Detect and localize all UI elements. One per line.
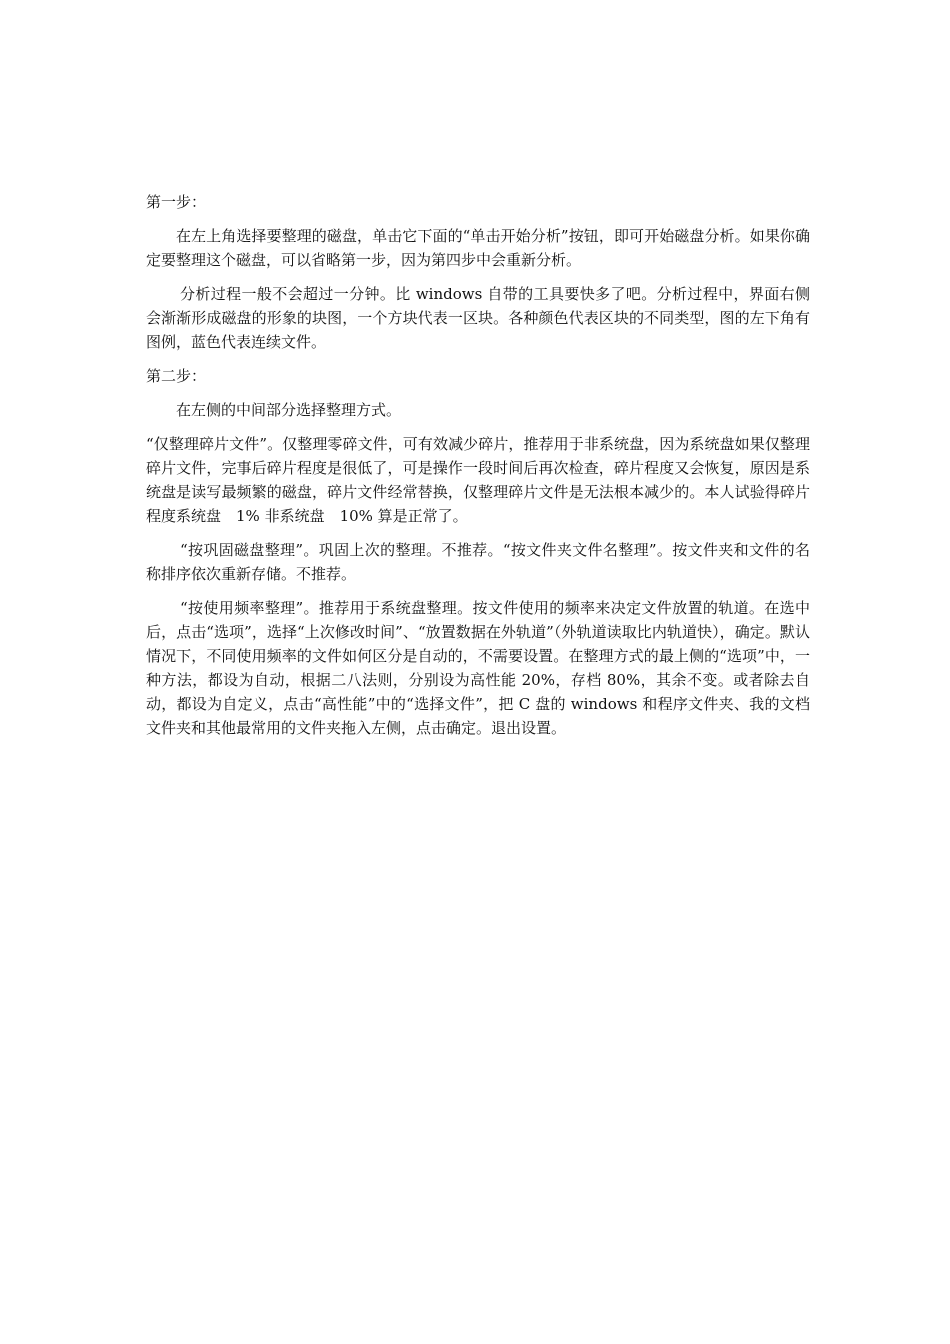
step2-paragraph-3: “按巩固磁盘整理”。巩固上次的整理。不推荐。“按文件夹文件名整理”。按文件夹和文件的名称排序依次重新存储。不推荐。 bbox=[146, 541, 810, 583]
step2-paragraph-1: 在左侧的中间部分选择整理方式。 bbox=[176, 401, 402, 419]
step1-heading: 第一步： bbox=[146, 193, 207, 211]
step1-paragraph-2: 分析过程一般不会超过一分钟。比 windows 自带的工具要快多了吧。分析过程中，界面右侧会渐渐形成磁盘的形象的块图，一个方块代表一区块。各种颜色代表区块的不同类型，图的左下角有图例，蓝色代表连续文件。 bbox=[146, 285, 810, 351]
step2-paragraph-4: “按使用频率整理”。推荐用于系统盘整理。按文件使用的频率来决定文件放置的轨道。在选中后，点击“选项”，选择“上次修改时间”、“放置数据在外轨道”（外轨道读取比内轨道快），确定。默认情况下，不同使用频率的文件如何区分是自动的，不需要设置。在整理方式的最上侧的“选项”中，一种方法，都设为自动，根据二八法则，分别设为高性能 20%，存档 80%，其余不变。或者除去自动，都设为自定义，点击“高性能”中的“选择文件”，把 C 盘的 windows 和程序文件夹、我的文档文件夹和其他最常用的文件夹拖入左侧，点击确定。退出设置。 bbox=[146, 599, 810, 737]
step2-heading: 第二步： bbox=[146, 367, 207, 385]
document-body bbox=[146, 190, 810, 750]
step2-paragraph-2: “仅整理碎片文件”。仅整理零碎文件，可有效减少碎片，推荐用于非系统盘，因为系统盘如果仅整理碎片文件，完事后碎片程度是很低了，可是操作一段时间后再次检查，碎片程度又会恢复，原因是系统盘是读写最频繁的磁盘，碎片文件经常替换，仅整理碎片文件是无法根本减少的。本人试验得碎片程度系统盘 1% 非系统盘 10% 算是正常了。 bbox=[146, 435, 810, 525]
step1-paragraph-1: 在左上角选择要整理的磁盘，单击它下面的“单击开始分析”按钮，即可开始磁盘分析。如果你确定要整理这个磁盘，可以省略第一步，因为第四步中会重新分析。 bbox=[146, 227, 810, 269]
